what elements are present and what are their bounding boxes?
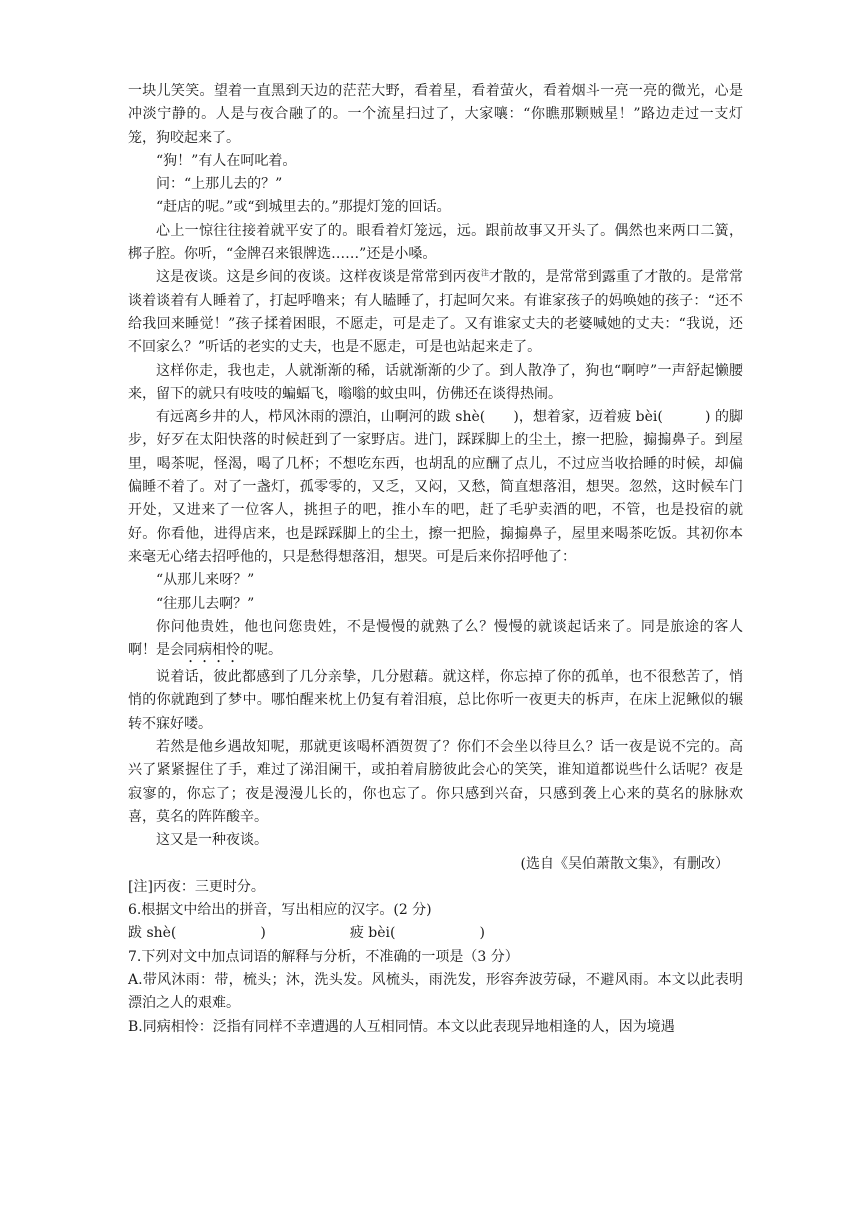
paragraph: “赶店的呢。”或“到城里去的。”那提灯笼的回话。 xyxy=(156,199,451,216)
dialogue-line: “从那儿来呀？” xyxy=(156,572,255,589)
dialogue-line: “往那儿去啊？” xyxy=(156,595,255,612)
paragraph: 有远离乡井的人，栉风沐雨的漂泊，山啊河的跋 shè( )，想着家，迈着疲 bèi( ) 的脚步，好歹在太阳快落的时候赶到了一家野店。进门，踩踩脚上的尘土，擦一把脸，搧搧鼻子。到屋里，喝茶呢，怪渴，喝了几杯；不想吃东西，也胡乱的应酬了点儿，不过应当收拾睡的时候，却偏偏睡不着了。对了一盏灯，孤零零的，又乏，又闷，又愁，简直想落泪，想哭。忽然，这时候车门开处，又进来了一位客人，挑担子的吧，推小车的吧，赶了毛驴卖酒的吧，不管，也是投宿的就好。你看他，进得店来，也是踩踩脚上的尘土，擦一把脸，搧搧鼻子，屋里来喝茶吃饭。其初你本来毫无心绪去招呼他的，只是愁得想落泪，想哭。可是后来你招呼他了： xyxy=(128,409,743,565)
paragraph: 问：“上那儿去的？” xyxy=(156,176,283,193)
source-citation: (选自《吴伯萧散文集》，有删改） xyxy=(520,855,729,872)
paragraph: 说着话，彼此都感到了几分亲挚，几分慰藉。就这样，你忘掉了你的孤单，也不很愁苦了，悄悄的你就跑到了梦中。哪怕醒来枕上仍复有着泪痕，总比你听一夜更夫的柝声，在床上泥鳅似的辗转不寐好喽。 xyxy=(128,669,743,732)
question-6-blanks: 跋 shè( ) 疲 bèi( ) xyxy=(128,925,485,942)
footnote: [注]丙夜：三更时分。 xyxy=(128,878,265,895)
paragraph: 这又是一种夜谈。 xyxy=(156,832,268,849)
question-6-title: 6.根据文中给出的拼音，写出相应的汉字。(2 分) xyxy=(128,902,432,919)
text-run: 这是夜谈。这是乡间的夜谈。这样夜谈是常常到丙夜 xyxy=(156,269,481,286)
text-run: 才散的，是常常到露重了才散的。是常常谈着谈着有人睡着了，打起呼噜来；有人瞌睡了，打起呵欠来。有谁家孩子的妈唤她的孩子：“还不给我回来睡觉！”孩子揉着困眼，不愿走，可是走了。又有谁家丈夫的老婆喊她的丈夫：“我说，还不回家么？”听话的老实的丈夫，也是不愿走，可是也站起来走了。 xyxy=(128,269,744,356)
footnote-marker: 注 xyxy=(480,268,489,278)
paragraph: 若然是他乡遇故知呢，那就更该喝杯酒贺贺了？你们不会坐以待旦么？话一夜是说不完的。高兴了紧紧握住了手，难过了涕泪阑干，或拍着肩膀彼此会心的笑笑，谁知道都说些什么话呢？夜是寂寥的，你忘了；夜是漫漫儿长的，你也忘了。你只感到兴奋，只感到袭上心来的莫名的脉脉欢喜，莫名的阵阵酸辛。 xyxy=(128,739,743,825)
question-7-title: 7.下列对文中加点词语的解释与分析，不准确的一项是（3 分） xyxy=(128,948,519,965)
paragraph-fellow-travelers xyxy=(128,616,743,666)
paragraph: 一块儿笑笑。望着一直黑到天边的茫茫大野，看着星，看着萤火，看着烟斗一亮一亮的微光，心是冲淡宁静的。人是与夜合融了的。一个流星扫过了，大家嚷：“你瞧那颗贼星！”路边走过一支灯笼，狗咬起来了。 xyxy=(128,83,743,146)
question-7-option-a: A.带风沐雨：带，梳头；沐，洗头发。风梳头，雨洗发，形容奔波劳碌，不避风雨。本文以此表明漂泊之人的艰难。 xyxy=(128,971,743,1012)
document-page xyxy=(128,80,743,1039)
text-run: 的呢。 xyxy=(240,642,282,659)
text-run: 你问他贵姓，他也问您贵姓，不是慢慢的就熟了么？慢慢的就谈起话来了。同是旅途的客人啊！是会 xyxy=(128,618,743,659)
paragraph: 这样你走，我也走，人就渐渐的稀，话就渐渐的少了。到人散净了，狗也“啊哼”一声舒起懒腰来，留下的就只有吱吱的蝙蝠飞，嗡嗡的蚊虫叫，仿佛还在谈得热闹。 xyxy=(128,362,743,402)
question-7-option-b: B.同病相怜：泛指有同样不幸遭遇的人互相同情。本文以此表现异地相逢的人，因为境遇 xyxy=(128,1018,675,1035)
emphasized-word: 同病相怜 xyxy=(184,642,240,659)
paragraph: “狗！”有人在呵叱着。 xyxy=(156,152,297,169)
paragraph: 心上一惊往往接着就平安了的。眼看着灯笼远，远。跟前故事又开头了。偶然也来两口二簧，梆子腔。你听，“金牌召来银牌选……”还是小嗓。 xyxy=(128,222,743,263)
paragraph-night-talk xyxy=(128,266,743,359)
